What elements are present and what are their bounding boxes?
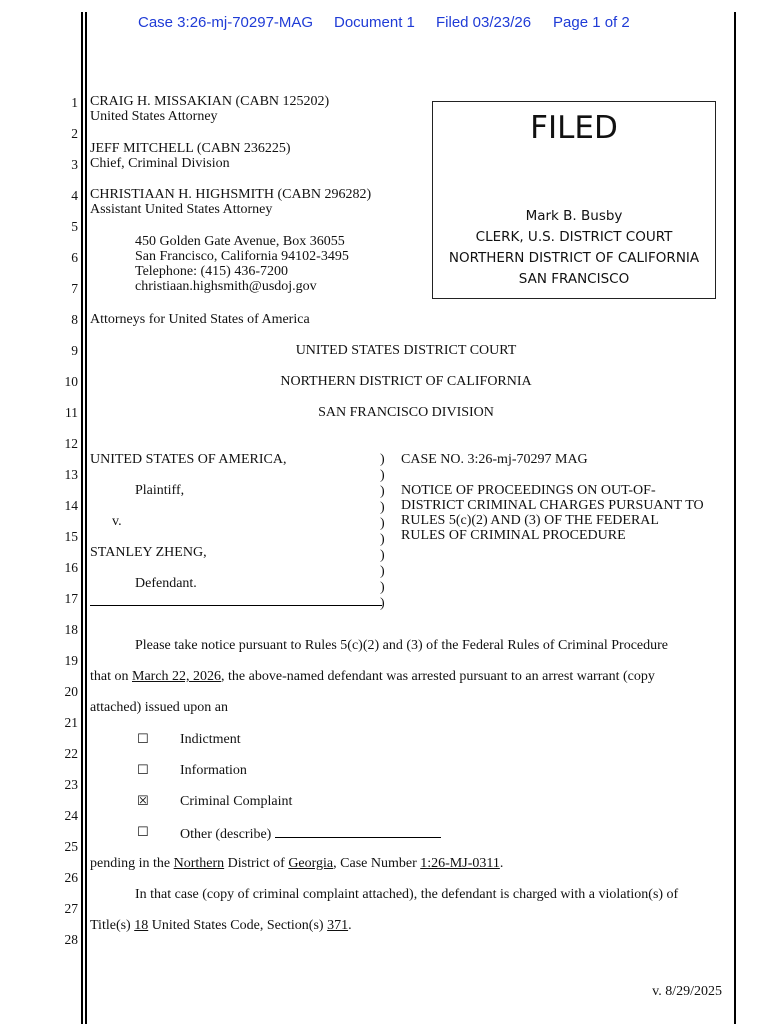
- line-number: 5: [71, 219, 78, 234]
- court-name: UNITED STATES DISTRICT COURT: [295, 343, 517, 358]
- line-number: 25: [64, 839, 78, 854]
- defendant-name: STANLEY ZHENG,: [90, 545, 207, 560]
- text: pending in the: [90, 856, 174, 871]
- notice-title-line: NOTICE OF PROCEEDINGS ON OUT-OF-: [401, 483, 656, 498]
- stamp-district: NORTHERN DISTRICT OF CALIFORNIA: [448, 250, 700, 266]
- option-label: Other (describe): [180, 827, 272, 842]
- telephone: Telephone: (415) 436-7200: [135, 264, 288, 279]
- case-number: CASE NO. 3:26-mj-70297 MAG: [401, 452, 588, 467]
- notice-title-line: RULES OF CRIMINAL PROCEDURE: [401, 528, 626, 543]
- line-number: 21: [64, 715, 78, 730]
- option-other-row: [180, 825, 441, 843]
- caption-parens: ) ) ) ) ) ) ) ) ) ): [380, 452, 385, 611]
- line-number: 19: [64, 653, 78, 668]
- line-number: 2: [71, 126, 78, 141]
- line-number: 13: [64, 467, 78, 482]
- text: that on: [90, 669, 132, 684]
- text: , Case Number: [333, 856, 421, 871]
- defendant-label: Defendant.: [135, 576, 197, 591]
- checkbox-unchecked-icon[interactable]: ☐: [137, 732, 149, 747]
- line-number: 6: [71, 250, 78, 265]
- text: .: [499, 856, 504, 871]
- left-margin-rule-2: [85, 12, 87, 1024]
- attorney-name: CRAIG H. MISSAKIAN (CABN 125202): [90, 94, 330, 109]
- address-line-2: San Francisco, California 94102-3495: [135, 249, 349, 264]
- arrest-date: March 22, 2026: [132, 669, 222, 684]
- left-margin-rule-1: [81, 12, 83, 1024]
- line-number: 3: [71, 157, 78, 172]
- text: United States Code, Section(s): [148, 918, 328, 933]
- body-paragraph-2-line-1: In that case (copy of criminal complaint attached), the defendant is charged with a violation(s) of: [135, 887, 679, 902]
- clerk-name: Mark B. Busby: [525, 208, 623, 224]
- attorney-block-1: [90, 94, 329, 124]
- filed-stamp: [432, 101, 716, 299]
- line-number: 10: [64, 374, 78, 389]
- line-number: 17: [64, 591, 78, 606]
- line-number: 16: [64, 560, 78, 575]
- attorney-name: CHRISTIAAN H. HIGHSMITH (CABN 296282): [90, 187, 372, 202]
- notice-title-line: DISTRICT CRIMINAL CHARGES PURSUANT TO: [401, 498, 704, 513]
- notice-title: [401, 483, 704, 543]
- line-number: 24: [64, 808, 78, 823]
- header-case-number: Case 3:26-mj-70297-MAG: [138, 14, 314, 31]
- line-number: 20: [64, 684, 78, 699]
- pending-district: Northern: [173, 856, 225, 871]
- title-number: 18: [134, 918, 149, 933]
- line-number: 1: [71, 95, 78, 110]
- stamp-city: SAN FRANCISCO: [518, 271, 630, 287]
- clerk-title: CLERK, U.S. DISTRICT COURT: [475, 229, 673, 245]
- line-number: 7: [71, 281, 78, 296]
- body-paragraph-1-line-3: attached) issued upon an: [90, 700, 229, 715]
- attorney-title: Assistant United States Attorney: [90, 202, 273, 217]
- right-margin-rule: [734, 12, 736, 1024]
- text: .: [348, 918, 352, 933]
- attorney-name: JEFF MITCHELL (CABN 236225): [90, 141, 291, 156]
- line-number: 11: [65, 405, 78, 420]
- option-other[interactable]: [137, 825, 272, 842]
- notice-title-line: RULES 5(c)(2) AND (3) OF THE FEDERAL: [401, 513, 659, 528]
- checkbox-unchecked-icon[interactable]: ☐: [137, 825, 149, 840]
- section-number: 371: [327, 918, 349, 933]
- option-indictment[interactable]: [137, 732, 241, 748]
- header-page: Page 1 of 2: [553, 14, 630, 31]
- court-division: SAN FRANCISCO DIVISION: [318, 405, 494, 420]
- form-version: v. 8/29/2025: [652, 984, 722, 999]
- option-label: Information: [180, 763, 247, 778]
- option-label: Indictment: [180, 732, 241, 747]
- caption-underline: [90, 605, 382, 606]
- pending-case-number: 1:26-MJ-0311: [420, 856, 500, 871]
- court-district: NORTHERN DISTRICT OF CALIFORNIA: [280, 374, 532, 389]
- body-paragraph-2-line-2: [90, 918, 352, 934]
- line-number: 8: [71, 312, 78, 327]
- attorney-title: Chief, Criminal Division: [90, 156, 230, 171]
- line-number: 12: [64, 436, 78, 451]
- attorney-contact: [135, 234, 349, 294]
- line-number: 23: [64, 777, 78, 792]
- header-document: Document 1: [334, 14, 415, 31]
- email-link[interactable]: christiaan.highsmith@usdoj.gov: [135, 279, 317, 294]
- line-number: 15: [64, 529, 78, 544]
- option-label: Criminal Complaint: [180, 794, 293, 809]
- attorneys-for: Attorneys for United States of America: [90, 312, 310, 327]
- attorney-title: United States Attorney: [90, 109, 218, 124]
- line-number: 27: [64, 901, 78, 916]
- text: , the above-named defendant was arrested pursuant to an arrest warrant (copy: [221, 669, 655, 684]
- line-number: 18: [64, 622, 78, 637]
- checkbox-checked-icon[interactable]: ☒: [137, 794, 149, 809]
- other-describe-blank[interactable]: [275, 825, 441, 838]
- body-paragraph-1-line-2: [90, 669, 655, 685]
- line-number: 22: [64, 746, 78, 761]
- line-number: 9: [71, 343, 78, 358]
- address-line-1: 450 Golden Gate Avenue, Box 36055: [135, 234, 345, 249]
- versus: v.: [112, 514, 122, 529]
- attorney-block-3: [90, 187, 371, 217]
- attorney-block-2: [90, 141, 291, 171]
- header-filed-date: Filed 03/23/26: [436, 14, 532, 31]
- line-number: 14: [64, 498, 78, 513]
- body-paragraph-1-line-1: Please take notice pursuant to Rules 5(c)(2) and (3) of the Federal Rules of Criminal Procedure: [135, 638, 669, 653]
- line-number: 28: [64, 932, 78, 947]
- option-criminal-complaint[interactable]: [137, 794, 293, 810]
- line-number: 4: [71, 188, 78, 203]
- text: District of: [224, 856, 289, 871]
- line-number: 26: [64, 870, 78, 885]
- pending-state: Georgia: [288, 856, 334, 871]
- stamp-title: FILED: [530, 110, 618, 146]
- pending-line: [90, 856, 503, 872]
- plaintiff-label: Plaintiff,: [135, 483, 185, 498]
- checkbox-unchecked-icon[interactable]: ☐: [137, 763, 149, 778]
- option-information[interactable]: [137, 763, 247, 779]
- plaintiff-name: UNITED STATES OF AMERICA,: [90, 452, 287, 467]
- text: Title(s): [90, 918, 135, 933]
- stamp-clerk-block: [433, 206, 715, 290]
